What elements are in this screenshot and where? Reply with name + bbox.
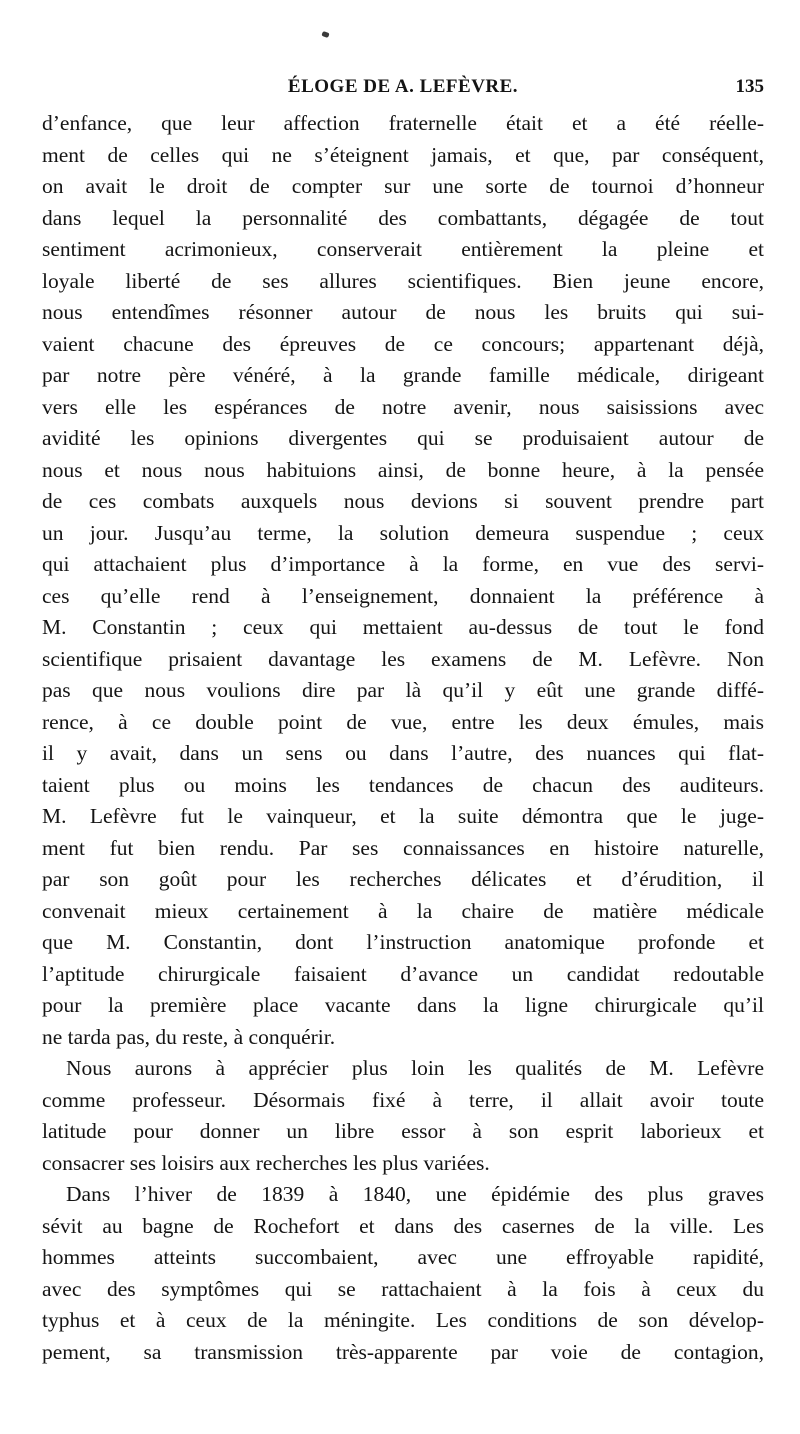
text-line: vaient chacune des épreuves de ce concours; appartenant déjà, (42, 331, 764, 356)
text-line: par son goût pour les recherches délicates et d’érudition, il (42, 867, 764, 891)
text-line: ment fut bien rendu. Par ses connaissances en histoire naturelle, (42, 835, 764, 860)
paragraph-end-line: ne tarda pas, du reste, à conquérir. (42, 1024, 336, 1049)
paragraph-end-line: consacrer ses loisirs aux recherches les plus variées. (42, 1150, 490, 1175)
text-line: typhus et à ceux de la méningite. Les conditions de son dévelop- (42, 1308, 764, 1332)
text-line: loyale liberté de ses allures scientifiques. Bien jeune encore, (42, 268, 764, 293)
text-line: ces qu’elle rend à l’enseignement, donnaient la préférence à (42, 583, 764, 608)
text-line: de ces combats auxquels nous devions si souvent prendre part (42, 489, 764, 513)
text-line: avec des symptômes qui se rattachaient à la fois à ceux du (42, 1276, 764, 1301)
text-line: taient plus ou moins les tendances de chacun des auditeurs. (42, 772, 764, 797)
text-line: sentiment acrimonieux, conserverait entièrement la pleine et (42, 237, 764, 261)
running-head (42, 76, 764, 102)
text-line: pement, sa transmission très-apparente par voie de contagion, (42, 1339, 764, 1364)
text-line: qui attachaient plus d’importance à la forme, en vue des servi- (42, 552, 764, 576)
text-line: ment de celles qui ne s’éteignent jamais, et que, par conséquent, (42, 142, 764, 167)
text-line: M. Constantin ; ceux qui mettaient au-dessus de tout le fond (42, 615, 764, 639)
text-line: scientifique prisaient davantage les examens de M. Lefèvre. Non (42, 646, 764, 671)
text-line: M. Lefèvre fut le vainqueur, et la suite démontra que le juge- (42, 804, 764, 828)
text-line: dans lequel la personnalité des combattants, dégagée de tout (42, 205, 764, 230)
paragraph-start-line: Nous aurons à apprécier plus loin les qualités de M. Lefèvre (66, 1056, 764, 1080)
text-line: un jour. Jusqu’au terme, la solution demeura suspendue ; ceux (42, 520, 764, 545)
text-line: que M. Constantin, dont l’instruction anatomique profonde et (42, 930, 764, 954)
text-line: pour la première place vacante dans la ligne chirurgicale qu’il (42, 993, 764, 1017)
text-line: convenait mieux certainement à la chaire de matière médicale (42, 898, 764, 923)
text-line: latitude pour donner un libre essor à son esprit laborieux et (42, 1119, 764, 1143)
text-line: rence, à ce double point de vue, entre les deux émules, mais (42, 709, 764, 734)
text-line: hommes atteints succombaient, avec une effroyable rapidité, (42, 1245, 764, 1269)
body-text (42, 108, 764, 1368)
text-line: d’enfance, que leur affection fraternelle était et a été réelle- (42, 111, 764, 135)
text-line: avidité les opinions divergentes qui se produisaient autour de (42, 426, 764, 450)
text-line: on avait le droit de compter sur une sorte de tournoi d’honneur (42, 174, 764, 198)
text-line: nous et nous nous habituions ainsi, de bonne heure, à la pensée (42, 457, 764, 482)
paragraph-start-line: Dans l’hiver de 1839 à 1840, une épidémie des plus graves (66, 1182, 764, 1206)
text-line: comme professeur. Désormais fixé à terre, il allait avoir toute (42, 1087, 764, 1112)
ink-speck (321, 31, 329, 38)
text-line: il y avait, dans un sens ou dans l’autre, des nuances qui flat- (42, 741, 764, 765)
text-line: l’aptitude chirurgicale faisaient d’avance un candidat redoutable (42, 961, 764, 986)
text-line: pas que nous voulions dire par là qu’il y eût une grande diffé- (42, 678, 764, 702)
text-line: sévit au bagne de Rochefort et dans des casernes de la ville. Les (42, 1213, 764, 1238)
text-line: vers elle les espérances de notre avenir, nous saisissions avec (42, 394, 764, 419)
page-number: 135 (735, 76, 764, 97)
text-line: nous entendîmes résonner autour de nous les bruits qui sui- (42, 300, 764, 324)
text-line: par notre père vénéré, à la grande famille médicale, dirigeant (42, 363, 764, 387)
running-title: ÉLOGE DE A. LEFÈVRE. (287, 76, 519, 97)
